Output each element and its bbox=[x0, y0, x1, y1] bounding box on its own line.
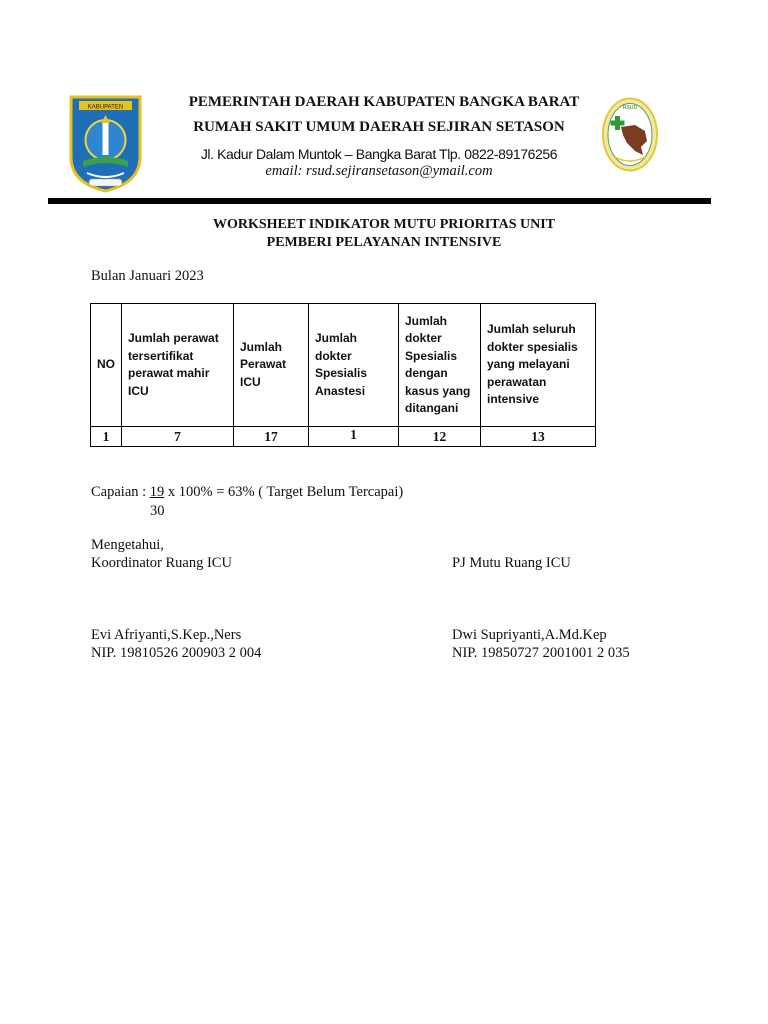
column-header: Jumlah perawat tersertifikat perawat mahir ICU bbox=[122, 304, 234, 427]
table-cell: 13 bbox=[481, 427, 596, 447]
table-cell: 17 bbox=[234, 427, 309, 447]
period-label: Bulan Januari 2023 bbox=[91, 268, 204, 284]
right-signer-nip: NIP. 19850727 2001001 2 035 bbox=[452, 645, 630, 661]
table-cell: 1 bbox=[91, 427, 122, 447]
column-header: Jumlah dokter Spesialis Anastesi bbox=[309, 304, 399, 427]
capaian-denominator: 30 bbox=[150, 503, 165, 519]
left-signer-name: Evi Afriyanti,S.Kep.,Ners bbox=[91, 627, 242, 643]
table-row bbox=[91, 427, 596, 447]
capaian-numerator: 19 bbox=[149, 484, 165, 500]
table-cell: 1 bbox=[309, 427, 399, 447]
right-signer-role: PJ Mutu Ruang ICU bbox=[452, 555, 571, 571]
worksheet-subtitle: PEMBERI PELAYANAN INTENSIVE bbox=[266, 235, 502, 250]
left-signer-role: Koordinator Ruang ICU bbox=[91, 555, 232, 571]
table-cell: 12 bbox=[399, 427, 481, 447]
hospital-email: email: rsud.sejiransetason@ymail.com bbox=[265, 163, 493, 179]
letterhead-divider bbox=[48, 198, 711, 204]
capaian-label: Capaian : bbox=[91, 484, 150, 500]
logo-left-label: KABUPATEN bbox=[87, 104, 124, 111]
column-header: NO bbox=[91, 304, 122, 427]
table-cell: 7 bbox=[122, 427, 234, 447]
right-signer-name: Dwi Supriyanti,A.Md.Kep bbox=[452, 627, 607, 643]
acknowledgement-label: Mengetahui, bbox=[91, 537, 164, 553]
hospital-address: Jl. Kadur Dalam Muntok – Bangka Barat Tlp. 0822-89176256 bbox=[200, 146, 558, 162]
government-name: PEMERINTAH DAERAH KABUPATEN BANGKA BARAT bbox=[188, 94, 580, 110]
column-header: Jumlah dokter Spesialis dengan kasus yang ditangani bbox=[399, 304, 481, 427]
table-header-row bbox=[91, 304, 596, 427]
column-header: Jumlah Perawat ICU bbox=[234, 304, 309, 427]
column-header: Jumlah seluruh dokter spesialis yang melayani perawatan intensive bbox=[481, 304, 596, 427]
hospital-name: RUMAH SAKIT UMUM DAERAH SEJIRAN SETASON bbox=[193, 119, 565, 135]
worksheet-title: WORKSHEET INDIKATOR MUTU PRIORITAS UNIT bbox=[212, 217, 556, 232]
indicator-table bbox=[90, 303, 596, 447]
logo-right-label: RSUD bbox=[622, 105, 638, 111]
capaian-result: x 100% = 63% ( Target Belum Tercapai) bbox=[164, 484, 404, 500]
left-signer-nip: NIP. 19810526 200903 2 004 bbox=[91, 645, 262, 661]
capaian-formula bbox=[91, 484, 403, 501]
